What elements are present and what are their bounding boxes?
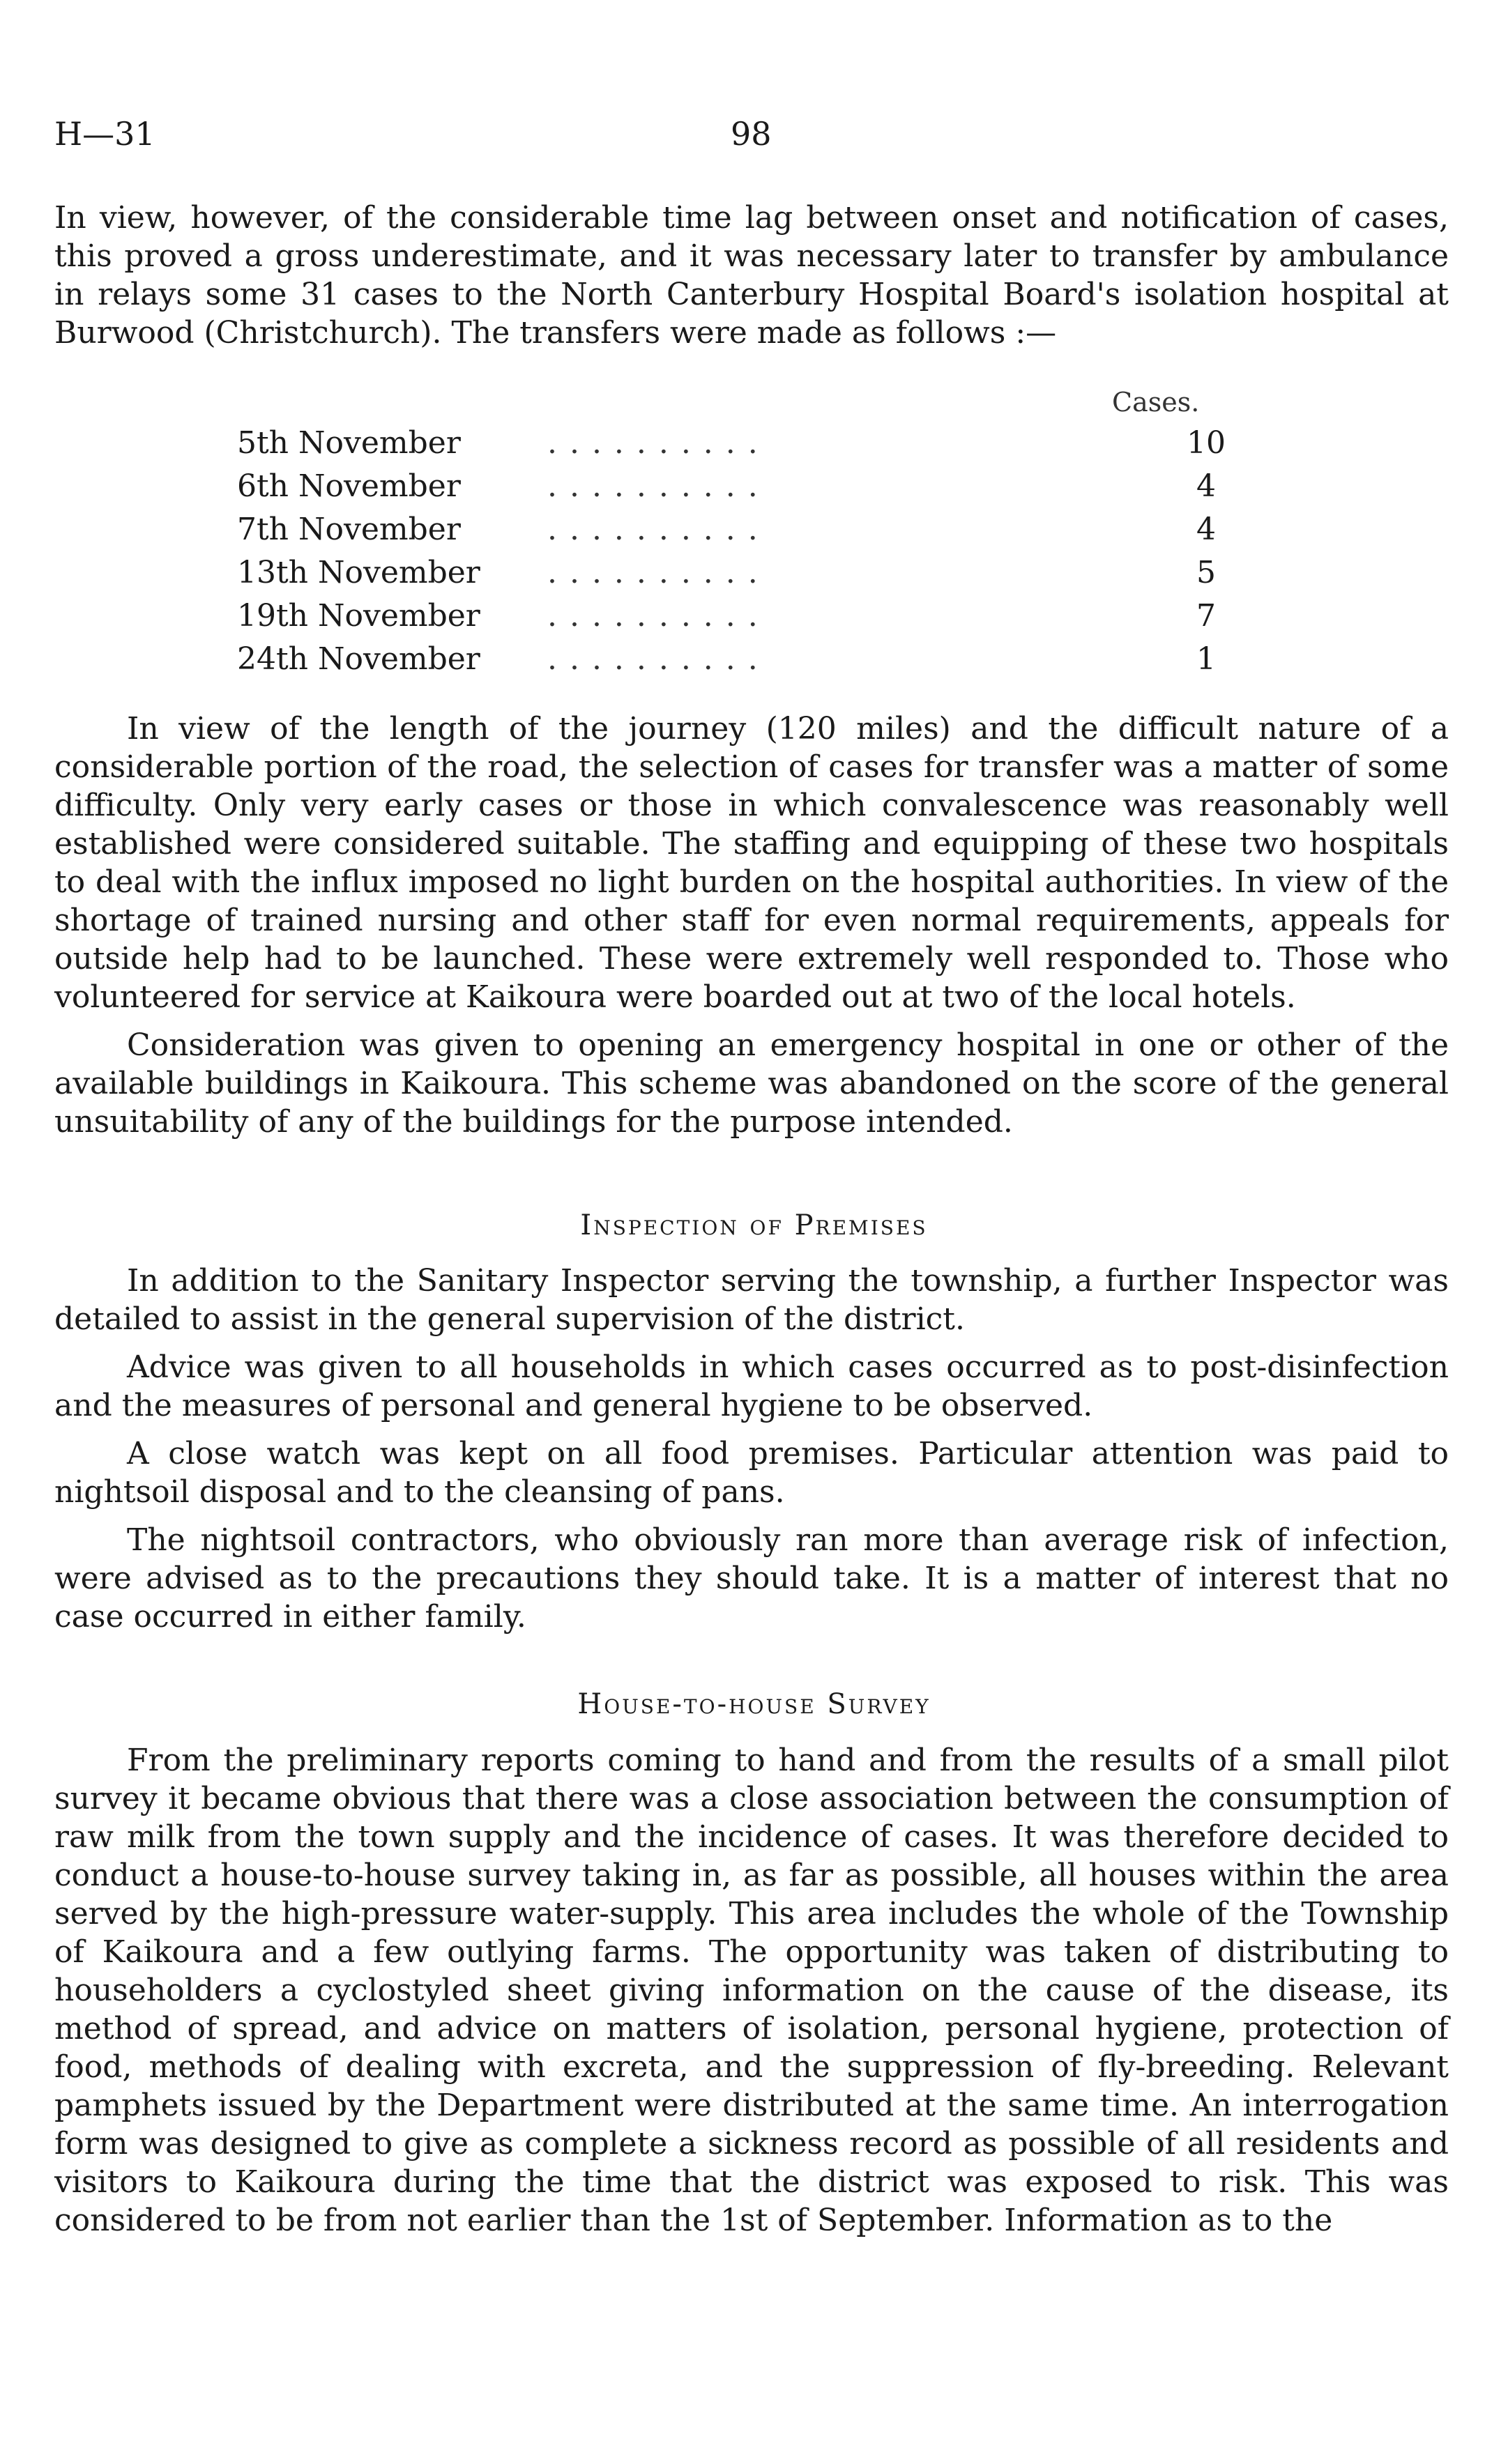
- document-reference: H—31: [54, 115, 155, 153]
- row-date: 24th November: [237, 641, 480, 677]
- row-cases: 7: [1196, 598, 1216, 634]
- dot-leader: . . . . . . . . . .: [547, 598, 759, 634]
- row-cases: 5: [1196, 555, 1216, 590]
- row-date: 5th November: [237, 425, 461, 461]
- table-row: [237, 468, 1255, 510]
- paragraph: Consideration was given to opening an emergency hospital in one or other of the available buildings in Kaikoura. This scheme was abandoned on the score of the general unsuitability of any of the buildings for the purpose intended.: [54, 1027, 1449, 1140]
- row-cases: 4: [1196, 512, 1216, 547]
- section-heading-inspection: Inspection of Premises: [580, 1209, 928, 1241]
- page-number: 98: [731, 115, 772, 153]
- table-row: [237, 512, 1255, 553]
- dot-leader: . . . . . . . . . .: [547, 641, 759, 677]
- page-header: [54, 115, 1456, 157]
- paragraph: In view of the length of the journey (120 miles) and the difficult nature of a considerable portion of the road, the selection of cases for transfer was a matter of some difficulty. Only very early cases or those in which convalescence was reasonably well established were considered suitable. The staffing and equipping of these two hospitals to deal with the influx imposed no light burden on the hospital authorities. In view of the shortage of trained nursing and other staff for even normal requirements, appeals for outside help had to be launched. These were extremely well responded to. Those who volunteered for service at Kaikoura were boarded out at two of the local hotels.: [54, 711, 1449, 1015]
- dot-leader: . . . . . . . . . .: [547, 512, 759, 547]
- dot-leader: . . . . . . . . . .: [547, 468, 759, 504]
- paragraph: A close watch was kept on all food premises. Particular attention was paid to nightsoil disposal and to the cleansing of pans.: [54, 1436, 1449, 1510]
- dot-leader: . . . . . . . . . .: [547, 555, 759, 590]
- paragraph: In addition to the Sanitary Inspector serving the township, a further Inspector was detailed to assist in the general supervision of the district.: [54, 1263, 1449, 1337]
- row-date: 19th November: [237, 598, 480, 634]
- inspection-section: [54, 1262, 1449, 1636]
- section-heading-survey: House-to-house Survey: [577, 1688, 931, 1720]
- table-row: [237, 555, 1255, 597]
- intro-paragraph: In view, however, of the considerable time lag between onset and notification of cases, this proved a gross underestimate, and it was necessary later to transfer by ambulance in relays some 31 cases to the North Canterbury Hospital Board's isolation hospital at Burwood (Christchurch). The transfers were made as follows :—: [54, 200, 1449, 351]
- survey-section: [54, 1741, 1449, 2240]
- paragraph: Advice was given to all households in which cases occurred as to post-disinfection and the measures of personal and general hygiene to be observed.: [54, 1349, 1449, 1423]
- table-row: [237, 641, 1255, 683]
- paragraph: From the preliminary reports coming to hand and from the results of a small pilot survey it became obvious that there was a close association between the consumption of raw milk from the town supply and the incidence of cases. It was therefore decided to conduct a house-to-house survey taking in, as far as possible, all houses within the area served by the high-pressure water-supply. This area includes the whole of the Township of Kaikoura and a few outlying farms. The opportunity was taken of distributing to householders a cyclostyled sheet giving information on the cause of the disease, its method of spread, and advice on matters of isolation, personal hygiene, protection of food, methods of dealing with excreta, and the suppression of fly-breeding. Relevant pamphets issued by the Department were distributed at the same time. An interrogation form was designed to give as complete a sickness record as possible of all residents and visitors to Kaikoura during the time that the district was exposed to risk. This was considered to be from not earlier than the 1st of September. Information as to the: [54, 1743, 1449, 2238]
- dot-leader: . . . . . . . . . .: [547, 425, 759, 461]
- transfer-discussion: [54, 710, 1449, 1141]
- table-row: [237, 425, 1255, 467]
- row-cases: 4: [1196, 468, 1216, 504]
- row-date: 13th November: [237, 555, 480, 590]
- table-row: [237, 598, 1255, 640]
- paragraph: The nightsoil contractors, who obviously ran more than average risk of infection, were advised as to the precautions they should take. It is a matter of interest that no case occurred in either family.: [54, 1522, 1449, 1635]
- row-cases: 1: [1196, 641, 1216, 677]
- row-date: 6th November: [237, 468, 461, 504]
- row-cases: 10: [1187, 425, 1226, 461]
- row-date: 7th November: [237, 512, 461, 547]
- intro-paragraph-block: [54, 199, 1449, 352]
- cases-column-heading: Cases.: [1112, 387, 1200, 418]
